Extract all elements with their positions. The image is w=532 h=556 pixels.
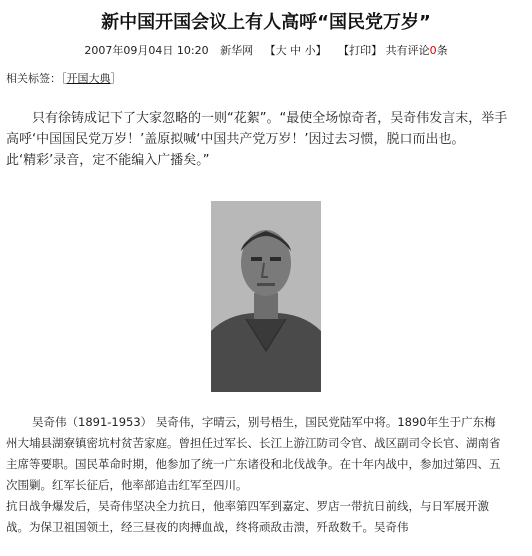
paragraph-line <box>6 108 532 129</box>
font-size-control[interactable]: 【大 中 小】 <box>264 44 327 57</box>
paragraph-text: 吴奇伟（1891-1953） 吴奇伟，字晴云，别号梧生，国民党陆军中将。1890年生于广东梅 <box>32 415 496 429</box>
paragraph-bio <box>6 412 532 538</box>
paragraph-text: 只有徐铸成记下了大家忽略的一则“花絮”。“最使全场惊奇者，吴奇伟发言末，举手 <box>32 111 508 126</box>
related-tags <box>6 70 122 86</box>
portrait-illustration <box>211 201 321 392</box>
article-title: 新中国开国会议上有人高呼“国民党万岁” <box>101 12 431 33</box>
paragraph-line: 高呼‘中国国民党万岁！’盖原拟喊‘中国共产党万岁！’因过去习惯，脱口而出也。 <box>6 132 465 147</box>
tags-label: 相关标签： <box>6 72 61 85</box>
paragraph-line <box>6 412 532 433</box>
paragraph-line: 抗日战争爆发后，吴奇伟坚决全力抗日，他率第四军到嘉定、罗店一带抗日前线，与日军展开激 <box>6 499 489 513</box>
tag-bracket-open: ［ <box>61 72 67 85</box>
source-name: 新华网 <box>220 44 254 57</box>
paragraph-line: 州大埔县湖寮镇密坑村贫苦家庭。曾担任过军长、长江上游江防司令官、战区副司令长官、湖南省 <box>6 436 501 450</box>
comments-suffix: 条 <box>436 44 448 57</box>
paragraph-line: 次围剿。红军长征后，他率部追击红军至四川。 <box>6 478 248 492</box>
publish-date: 2007年09月04日 10:20 <box>84 44 209 57</box>
tag-link[interactable]: 开国大典 <box>66 72 111 85</box>
portrait-photo <box>211 201 321 392</box>
comments-count: 0 <box>429 44 437 57</box>
comments-link[interactable] <box>386 44 448 57</box>
print-link[interactable]: 【打印】 <box>338 44 383 57</box>
paragraph-intro <box>6 108 532 171</box>
paragraph-line: 主席等要职。国民革命时期，他参加了统一广东诸役和北伐战争。在十年内战中，参加过第四、五 <box>6 457 501 471</box>
article-meta <box>0 42 532 58</box>
comments-prefix: 共有评论 <box>385 44 430 57</box>
tag-bracket-close: ］ <box>110 72 122 85</box>
paragraph-line: 战。为保卫祖国领土，经三昼夜的肉搏血战，终将顽敌击溃，歼敌数千。吴奇伟 <box>6 520 409 534</box>
paragraph-line: 此‘精彩’录音，定不能编入广播矣。” <box>6 153 210 168</box>
